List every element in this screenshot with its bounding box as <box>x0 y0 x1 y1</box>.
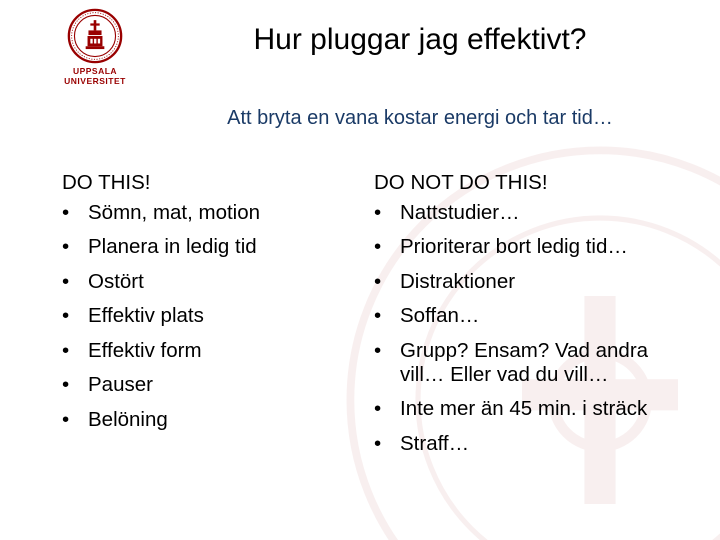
bullet: • <box>62 200 70 224</box>
do-not-do-this-column <box>374 166 694 466</box>
list-item: • Effektiv form <box>62 338 202 362</box>
do-not-do-this-heading: DO NOT DO THIS! <box>374 171 548 194</box>
page-title: Hur pluggar jag effektivt? <box>253 23 587 56</box>
list-item: • Sömn, mat, motion <box>62 200 261 224</box>
do-this-list <box>62 201 362 432</box>
bullet: • <box>374 269 382 293</box>
bullet: • <box>62 407 70 431</box>
list-item: • Grupp? Ensam? Vad andra vill… Eller vad du vill… <box>374 338 649 386</box>
bullet: • <box>62 304 70 327</box>
bullet: • <box>374 397 382 420</box>
list-item: • Effektiv plats <box>62 304 204 327</box>
list-item: • Ostört <box>62 269 144 293</box>
bullet: • <box>62 373 70 396</box>
list-item: • Straff… <box>374 431 470 455</box>
logo-line-2: UNIVERSITET <box>64 76 126 86</box>
list-item: • Planera in ledig tid <box>62 235 257 258</box>
bullet: • <box>374 235 382 258</box>
logo-line-1: UPPSALA <box>72 66 118 76</box>
bullet: • <box>374 304 382 327</box>
list-item: • Distraktioner <box>374 269 516 293</box>
do-this-column <box>62 166 362 442</box>
bullet: • <box>62 235 70 258</box>
university-seal-icon <box>67 8 123 64</box>
university-logo <box>55 8 135 86</box>
list-item: • Inte mer än 45 min. i sträck <box>374 397 648 420</box>
do-this-heading: DO THIS! <box>62 171 151 194</box>
list-item: • Pauser <box>62 373 153 396</box>
list-item: • Nattstudier… <box>374 200 520 224</box>
subtitle: Att bryta en vana kostar energi och tar tid… <box>227 107 613 129</box>
bullet: • <box>374 200 382 224</box>
logo-text <box>55 66 135 86</box>
bullet: • <box>62 338 70 362</box>
list-item: • Prioriterar bort ledig tid… <box>374 235 628 258</box>
bullet: • <box>62 269 70 293</box>
bullet: • <box>374 338 382 362</box>
bullet: • <box>374 431 382 455</box>
list-item: • Belöning <box>62 407 168 431</box>
do-not-do-this-list <box>374 201 694 456</box>
list-item: • Soffan… <box>374 304 480 327</box>
